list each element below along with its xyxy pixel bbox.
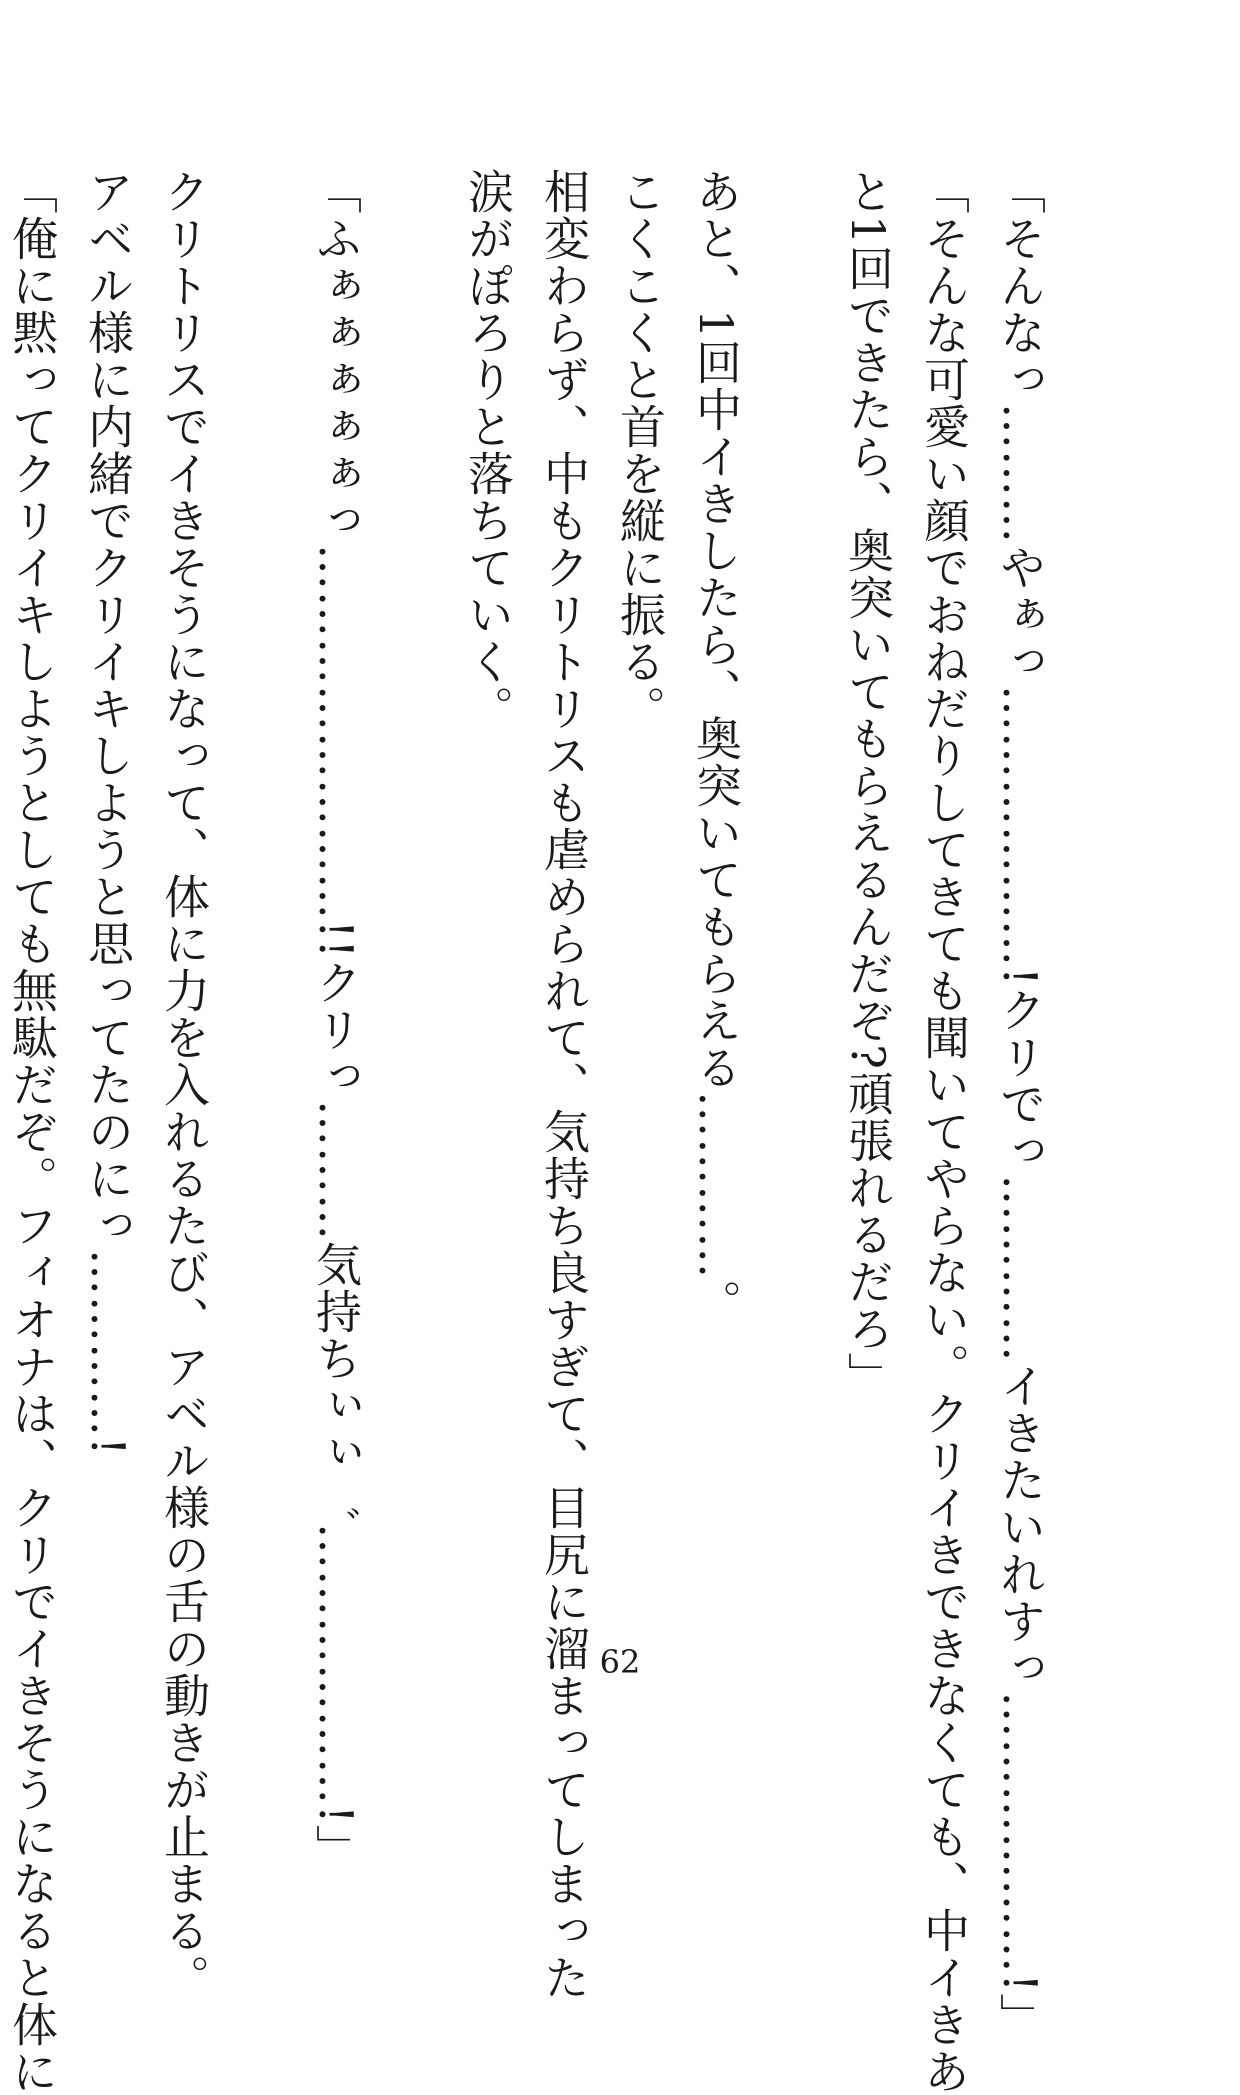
text-line: 「俺に黙ってクリイキしようとしても無駄だぞ。フィオナは、クリでイきそうになると体に — [5, 168, 59, 2095]
text-line: 「そんなっ………やぁっ………………!クリでっ…………イきたいれすっ………………!」 — [993, 168, 1047, 2040]
text-line: 涙がぽろりと落ちていく。 — [461, 168, 515, 732]
text-line: クリトリスでイきそうになって、体に力を入れるたび、アベル様の舌の動きが止まる。 — [157, 168, 211, 2001]
paragraph-gap — [374, 168, 450, 1638]
text-line: と1回できたら、奥突いてもらえるんだぞ?頑張れるだろ」 — [841, 168, 895, 1399]
text-line: こくこくと首を縦に振る。 — [613, 168, 667, 732]
text-line: 「ふぁぁぁぁぁっ……………………!!クリっ………気持ちぃぃ゛………………!」 — [309, 168, 363, 1872]
paragraph-gap — [754, 168, 830, 1638]
text-line: 「そんな可愛い顔でおねだりしてきても聞いてやらない。クリイきできなくても、中イきあ — [917, 168, 971, 2095]
text-line: あと、1回中イきしたら、奥突いてもらえる…………。 — [689, 168, 743, 1327]
paragraph-gap — [222, 168, 298, 1638]
page-number: 62 — [599, 1643, 641, 1681]
text-line: 相変わらず、中もクリトリスも虐められて、気持ち良すぎて、目尻に溜まってしまった — [537, 168, 591, 2001]
text-line: アベル様に内緒でクリイキしようと思ってたのにっ…………! — [81, 168, 135, 1457]
